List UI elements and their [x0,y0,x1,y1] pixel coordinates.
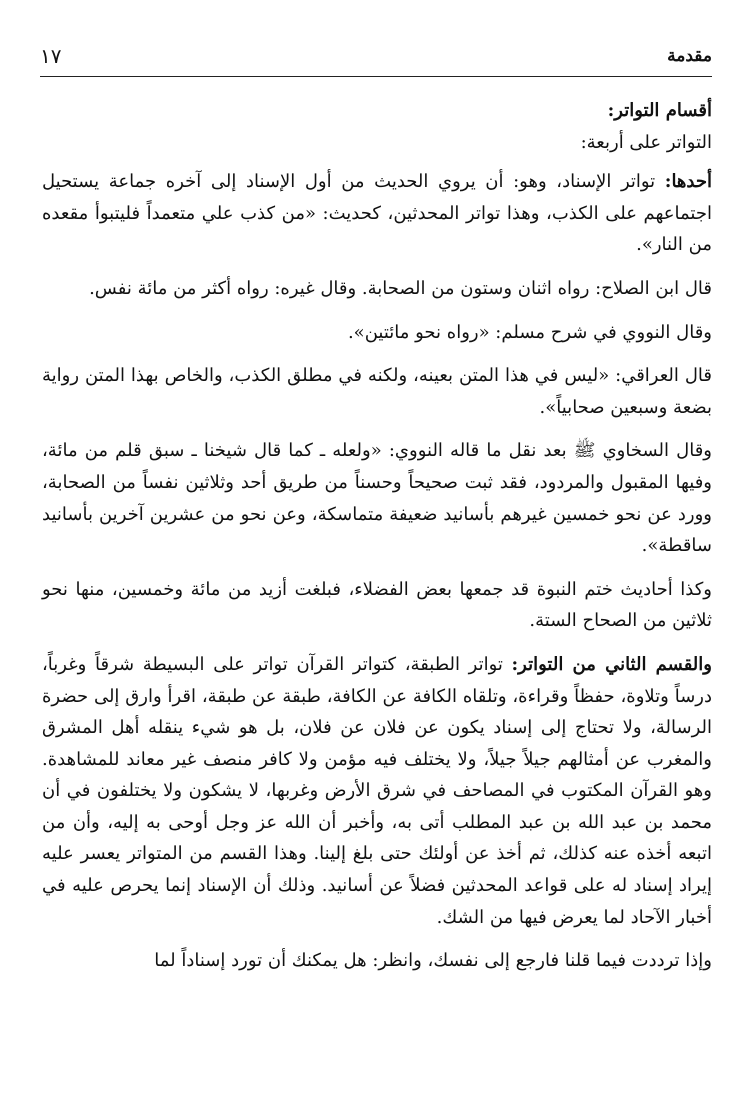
section-heading: أقسام التواتر: [607,100,712,121]
page-body [42,95,712,989]
page-header [40,36,712,77]
paragraph-7-text: تواتر الطبقة، كتواتر القرآن تواتر على البسيطة شرقاً وغرباً، درساً وتلاوة، حفظاً وقراءة، وتلقاه الكافة عن الكافة، طبقة عن طبقة، اقرأ وارق إلى حضرة الرسالة، ولا تحتاج إلى إسناد يكون عن فلان عن فلان، بل هو شيء ينقله أهل المشرق والمغرب عن أمثالهم جيلاً جيلاً، ولا يختلف فيه مؤمن ولا كافر منصف غير معاند للمشاهدة. وهو القرآن المكتوب في المصاحف في شرق الأرض وغربها، لا يشكون ولا يختلفون في أن محمد بن عبد الله بن عبد المطلب أتى به، وأخبر أن الله عز وجل أوحى به إليه، وأن من اتبعه أخذه عنه كذلك، ثم أخذ عن أولئك حتى بلغ إلينا. وهذا القسم من المتواتر يعسر عليه إيراد إسناد له على قواعد المحدثين فضلاً عن أسانيد. وذلك أن الإسناد إنما يحرص عليه في أخبار الآحاد لما يعرض فيها من الشك. [42,653,712,928]
running-title: مقدمة [667,46,712,66]
paragraph-1 [42,166,712,261]
paragraph-7 [42,649,712,933]
intro-line: التواتر على أربعة: [580,131,712,153]
paragraph-8: وإذا ترددت فيما قلنا فارجع إلى نفسك، وانظر: هل يمكنك أن تورد إسناداً لما [154,950,712,972]
paragraph-2: قال ابن الصلاح: رواه اثنان وستون من الصحابة. وقال غيره: رواه أكثر من مائة نفس. [89,277,712,299]
paragraph-1-text: تواتر الإسناد، وهو: أن يروي الحديث من أول الإسناد إلى آخره جماعة يستحيل اجتماعهم على الكذب، وهذا تواتر المحدثين، كحديث: «من كذب علي متعمداً فليتبوأ مقعده من النار». [42,171,712,256]
paragraph-1-lead: أحدها: [664,171,712,193]
paragraph-5: وقال السخاوي ﷺ بعد نقل ما قاله النووي: «ولعله ـ كما قال شيخنا ـ سبق قلم من مائة، وفيها المقبول والمردود، فقد ثبت صحيحاً وحسناً من طريق أحد وثلاثين نفساً من الصحابة، وورد عن نحو خمسين غيرهم بأسانيد ضعيفة متماسكة، وعن نحو من عشرين آخرين بأسانيد ساقطة». [42,440,712,557]
page-number: ١٧ [40,44,62,68]
paragraph-3: وقال النووي في شرح مسلم: «رواه نحو مائتين». [347,321,712,343]
paragraph-4: قال العراقي: «ليس في هذا المتن بعينه، ولكنه في مطلق الكذب، والخاص بهذا المتن رواية بضعة وسبعين صحابياً». [42,365,712,418]
paragraph-7-lead: والقسم الثاني من التواتر: [511,653,712,675]
paragraph-6: وكذا أحاديث ختم النبوة قد جمعها بعض الفضلاء، فبلغت أزيد من مائة وخمسين، منها نحو ثلاثين من الصحاح الستة. [42,578,712,632]
